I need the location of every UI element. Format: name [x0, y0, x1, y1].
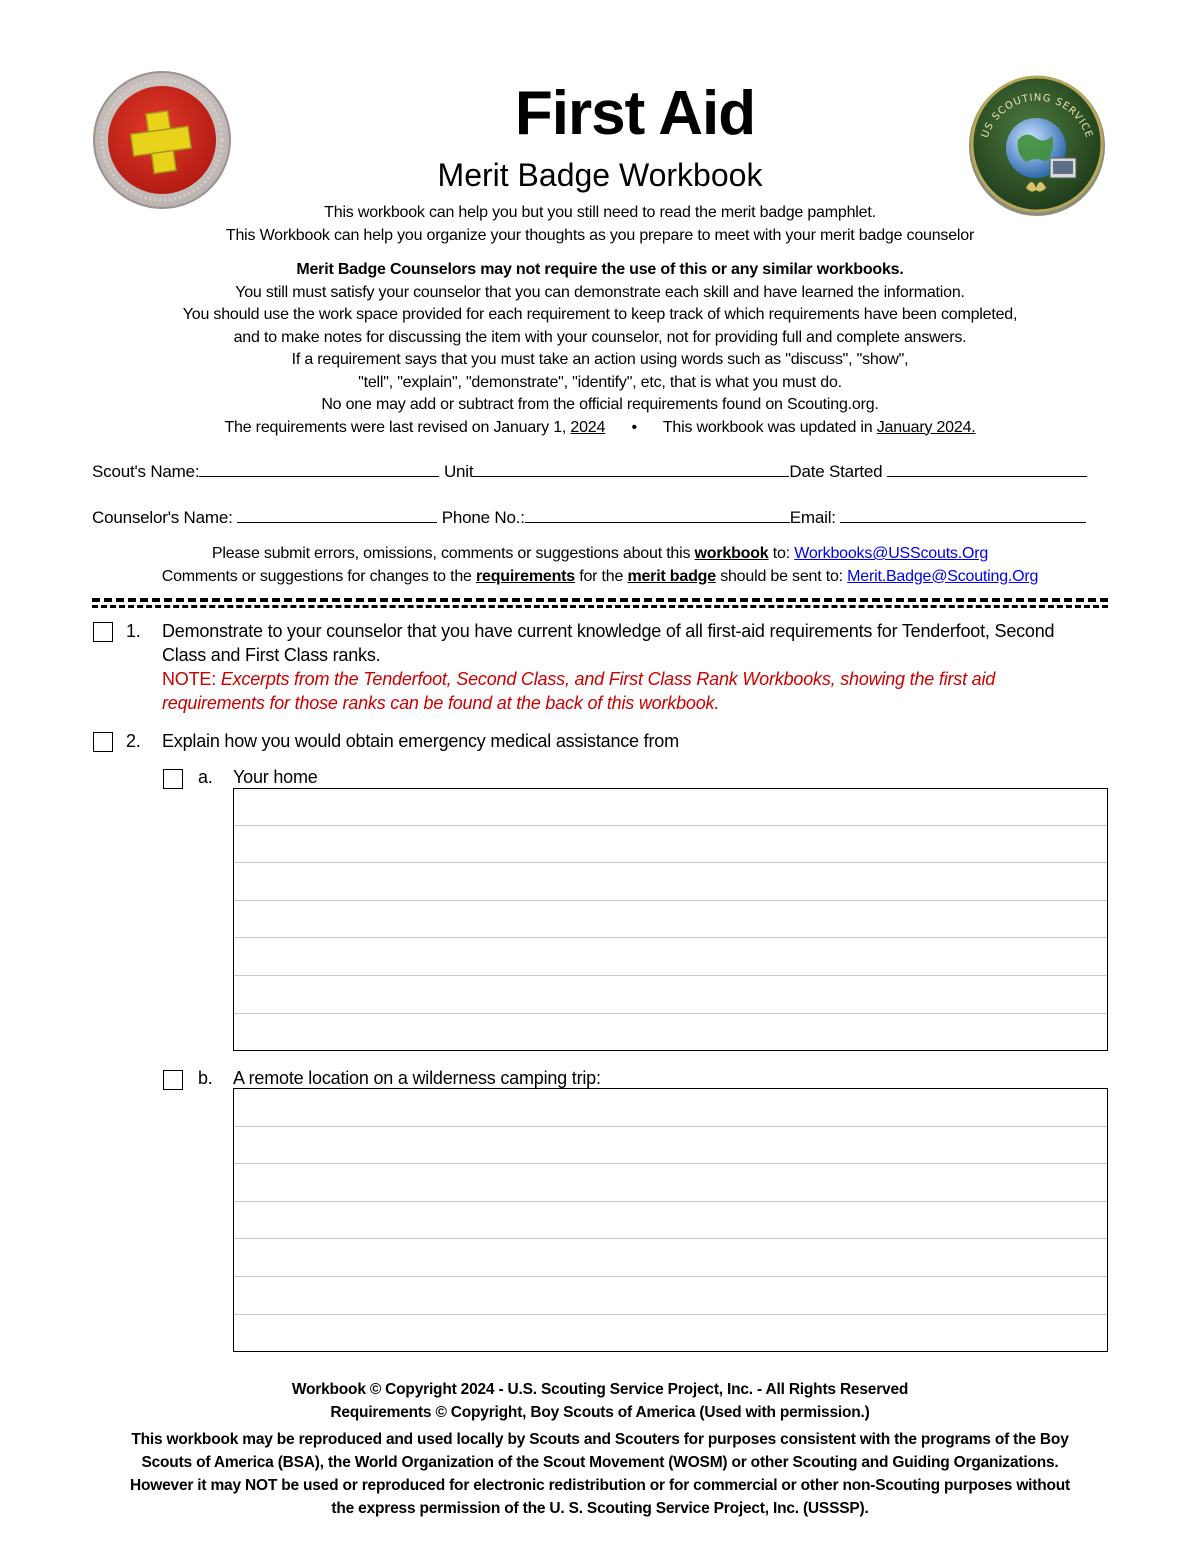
writing-line [234, 975, 1107, 976]
writing-line [234, 1314, 1107, 1315]
unit-label: Unit [443, 462, 474, 481]
requirement-2-number: 2. [126, 731, 141, 751]
page-subtitle: Merit Badge Workbook [437, 157, 763, 193]
section-divider [92, 598, 1108, 608]
contact-emphasis: requirements [476, 567, 575, 585]
policy-line: You should use the work space provided for each requirement to keep track of which requirements have been completed, [182, 306, 1018, 323]
contact-text: Comments or suggestions for changes to the [161, 567, 472, 585]
writing-line [234, 862, 1107, 863]
scout-name-label: Scout's Name: [92, 462, 200, 481]
contact-text: to: [772, 545, 790, 562]
policy-line: No one may add or subtract from the official requirements found on Scouting.org. [321, 396, 879, 413]
counselor-name-label: Counselor's Name: [92, 508, 233, 527]
writing-line [234, 1238, 1107, 1239]
updated-prefix: This workbook was updated in [662, 418, 873, 436]
intro-line: This workbook can help you but you still need to read the merit badge pamphlet. [324, 204, 876, 221]
contact-emphasis: workbook [694, 545, 769, 562]
requirement-text-line: Demonstrate to your counselor that you have current knowledge of all first-aid requirements for Tenderfoot, Second [162, 621, 1055, 641]
counselor-name-field[interactable] [237, 509, 437, 523]
writing-line [234, 1126, 1107, 1127]
revision-line [0, 417, 1200, 440]
writing-line [234, 1013, 1107, 1014]
scout-name-field[interactable] [199, 463, 439, 477]
policy-bold-line: Merit Badge Counselors may not require the use of this or any similar workbooks. [296, 261, 904, 278]
contact-text: Please submit errors, omissions, comments or suggestions about this [211, 545, 691, 562]
email-label: Email: [789, 508, 836, 527]
writing-line [234, 1276, 1107, 1277]
requirement-2a-letter: a. [198, 767, 213, 787]
policy-line: If a requirement says that you must take an action using words such as "discuss", "show", [291, 351, 909, 368]
phone-label: Phone No.: [441, 508, 525, 527]
requirement-1-checkbox[interactable] [93, 622, 113, 642]
updated-date: January 2024. [876, 418, 976, 436]
unit-field[interactable] [473, 463, 789, 477]
scout-info-row [92, 462, 1102, 482]
email-field[interactable] [840, 509, 1086, 523]
merit-badge-email-link[interactable]: Merit.Badge@Scouting.Org [847, 567, 1039, 585]
usage-line: This workbook may be reproduced and used locally by Scouts and Scouters for purposes consistent with the programs of the Boy [131, 1431, 1069, 1448]
copyright-line: Requirements © Copyright, Boy Scouts of America (Used with permission.) [330, 1404, 870, 1421]
usage-line: the express permission of the U. S. Scouting Service Project, Inc. (USSSP). [331, 1500, 869, 1517]
writing-line [234, 1163, 1107, 1164]
requirement-1-number: 1. [126, 621, 141, 641]
contact-info [0, 543, 1200, 588]
revised-prefix: The requirements were last revised on January 1, [224, 418, 567, 436]
requirement-1-note-cont [162, 691, 1108, 715]
policy-line: You still must satisfy your counselor that you can demonstrate each skill and have learned the information. [235, 283, 965, 301]
date-started-field[interactable] [887, 463, 1087, 477]
policy-line: and to make notes for discussing the item with your counselor, not for providing full and complete answers. [233, 328, 967, 346]
requirement-2-checkbox[interactable] [93, 732, 113, 752]
phone-field[interactable] [525, 509, 790, 523]
bullet-separator: • [631, 418, 637, 436]
requirement-2b-answer-box[interactable] [233, 1088, 1108, 1352]
contact-line-workbook [0, 543, 1200, 566]
writing-line [234, 937, 1107, 938]
svg-text:US SCOUTING SERVICE PROJECT: US SCOUTING SERVICE [979, 92, 1095, 140]
intro-text [0, 202, 1200, 247]
intro-line: This Workbook can help you organize your thoughts as you prepare to meet with your merit badge counselor [225, 226, 975, 244]
writing-line [234, 900, 1107, 901]
requirement-2b-letter: b. [198, 1068, 213, 1088]
usage-line: Scouts of America (BSA), the World Organization of the Scout Movement (WOSM) or other Scouting and Guiding Organizations. [141, 1454, 1059, 1471]
counselor-info-row [92, 508, 1102, 528]
requirement-2b-checkbox[interactable] [163, 1070, 183, 1090]
requirement-2a-checkbox[interactable] [163, 769, 183, 789]
requirement-2b-text: A remote location on a wilderness camping trip: [233, 1068, 601, 1088]
writing-line [234, 825, 1107, 826]
requirement-1-note [162, 667, 1108, 691]
requirement-1-text [162, 619, 1108, 715]
usage-line: However it may NOT be used or reproduced for electronic redistribution or for commercial or other non-Scouting purposes without [129, 1477, 1071, 1494]
requirement-2a-answer-box[interactable] [233, 788, 1108, 1051]
note-text: requirements for those ranks can be found at the back of this workbook. [162, 693, 720, 713]
policy-line: "tell", "explain", "demonstrate", "identify", etc, that is what you must do. [358, 373, 842, 391]
workbooks-email-link[interactable]: Workbooks@USScouts.Org [794, 545, 989, 562]
page-title: First Aid [514, 79, 756, 148]
note-label: NOTE: [162, 669, 217, 689]
note-text: Excerpts from the Tenderfoot, Second Class, and First Class Rank Workbooks, showing the first aid [220, 669, 996, 689]
contact-text: should be sent to: [720, 567, 843, 585]
policy-text [0, 259, 1200, 439]
contact-emphasis: merit badge [627, 567, 716, 585]
contact-text: for the [579, 567, 624, 585]
revised-year: 2024 [570, 418, 606, 436]
date-started-label: Date Started [789, 462, 883, 481]
copyright-notice [0, 1378, 1200, 1424]
contact-line-requirements [0, 566, 1200, 589]
writing-line [234, 1201, 1107, 1202]
copyright-line: Workbook © Copyright 2024 - U.S. Scouting Service Project, Inc. - All Rights Reserved [291, 1381, 909, 1398]
requirement-text-line: Class and First Class ranks. [162, 645, 381, 665]
requirement-2-text: Explain how you would obtain emergency medical assistance from [162, 731, 679, 751]
requirement-2a-text: Your home [233, 767, 318, 787]
usage-notice [0, 1428, 1200, 1520]
